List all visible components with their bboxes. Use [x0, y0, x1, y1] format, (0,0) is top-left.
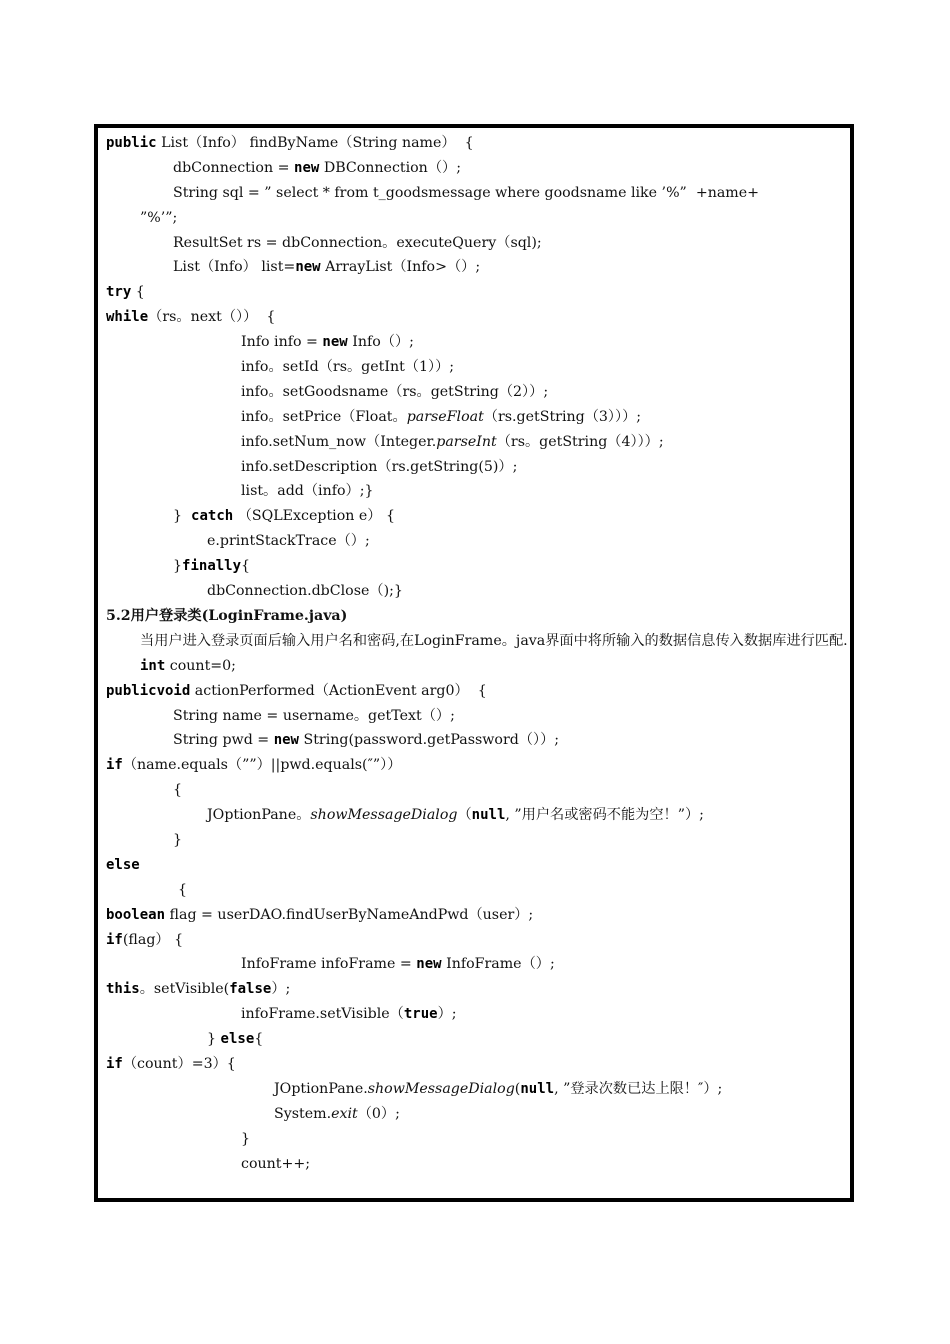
code-text: dbConnection.dbClose（);} [207, 583, 403, 600]
code-line [106, 405, 844, 430]
code-line [106, 1127, 844, 1152]
code-block-action-performed [106, 654, 844, 1177]
code-line [106, 1152, 844, 1177]
code-line [106, 803, 844, 828]
code-keyword: if [106, 931, 123, 948]
code-text: } [173, 508, 192, 525]
code-text: System. [274, 1105, 332, 1122]
code-text: infoFrame.setVisible（ [241, 1006, 404, 1023]
code-text: （count）=3）{ [122, 1055, 236, 1072]
code-keyword: true [403, 1006, 438, 1023]
code-text: InfoFrame（）; [441, 956, 555, 973]
code-line [106, 853, 844, 878]
code-keyword: finally [182, 558, 242, 575]
code-line [106, 255, 844, 280]
code-text: count=0; [165, 657, 236, 674]
code-line [106, 554, 844, 579]
code-line [106, 430, 844, 455]
code-block-find-by-name [106, 131, 844, 604]
code-line [106, 1102, 844, 1127]
code-text: } [207, 1031, 221, 1048]
code-line [106, 1052, 844, 1077]
code-text: DBConnection（）; [319, 159, 461, 176]
code-line [106, 231, 844, 256]
code-keyword: while [106, 309, 149, 326]
code-italic-method: showMessageDialog [310, 807, 458, 824]
code-text: InfoFrame infoFrame = [241, 956, 417, 973]
code-text: count++; [241, 1155, 311, 1172]
code-line [106, 903, 844, 928]
body-paragraph: 当用户进入登录页面后输入用户名和密码,在LoginFrame。java界面中将所输入的数据信息传入数据库进行匹配. [140, 632, 848, 649]
code-text: ）; [271, 981, 291, 998]
code-line [106, 654, 844, 679]
code-line [106, 778, 844, 803]
code-text: list。add（info）;} [241, 483, 374, 500]
code-text: , ”登录次数已达上限！″）; [554, 1080, 723, 1097]
code-keyword: else [220, 1031, 255, 1048]
code-line [106, 479, 844, 504]
code-line [106, 579, 844, 604]
code-keyword: new [416, 956, 442, 973]
code-text: （ [457, 807, 472, 824]
code-text: { [178, 881, 188, 898]
code-text: （name.equals（””）||pwd.equals(″”）） [122, 757, 402, 774]
code-line [106, 753, 844, 778]
code-keyword: public [106, 135, 157, 151]
code-line [106, 131, 844, 156]
code-italic-method: parseInt [436, 433, 497, 450]
code-text: String sql = ” select * from t_goodsmessage where goodsname like ’%” +name+ [173, 184, 760, 201]
code-text: e.printStackTrace（）; [207, 533, 370, 550]
code-line [106, 156, 844, 181]
code-text: （rs.getString（3）））; [483, 408, 642, 425]
code-text: ArrayList（Info>（）; [320, 259, 481, 276]
code-text: List（Info） findByName（String name） { [156, 135, 474, 151]
code-italic-method: parseFloat [406, 408, 484, 425]
code-text: Info info = [241, 334, 323, 351]
code-text: ）; [437, 1006, 457, 1023]
code-keyword: if [106, 757, 123, 774]
code-keyword: false [229, 981, 272, 998]
code-text: dbConnection = [173, 159, 295, 176]
code-text: } [173, 831, 183, 848]
code-line [106, 928, 844, 953]
code-line [106, 330, 844, 355]
code-keyword: null [520, 1080, 555, 1097]
code-line [106, 455, 844, 480]
code-text: info。setGoodsname（rs。getString（2））; [241, 383, 549, 400]
section-heading: 5.2用户登录类(LoginFrame.java) [106, 607, 348, 624]
document-content [106, 131, 848, 1176]
code-line [106, 529, 844, 554]
code-keyword: new [294, 159, 320, 176]
code-line [106, 380, 844, 405]
code-text: 。setVisible( [139, 981, 230, 998]
code-italic-method: exit [331, 1105, 358, 1122]
code-keyword: catch [191, 508, 234, 525]
code-keyword: boolean [106, 906, 166, 923]
code-line [106, 1077, 844, 1102]
code-text: actionPerformed（ActionEvent arg0） { [190, 682, 487, 699]
code-line [106, 280, 844, 305]
code-text: (flag） { [122, 931, 184, 948]
code-line [106, 977, 844, 1002]
code-line [106, 1002, 844, 1027]
code-line [106, 355, 844, 380]
code-text: } [173, 558, 183, 575]
code-text: ”%’”; [140, 209, 178, 226]
code-text: flag = userDAO.findUserByNameAndPwd（user）; [165, 906, 534, 923]
code-text: { [131, 284, 145, 301]
code-text: ResultSet rs = dbConnection。executeQuery（sql); [173, 234, 542, 251]
code-text: info。setId（rs。getInt（1））; [241, 359, 455, 376]
code-line [106, 952, 844, 977]
code-line [106, 305, 844, 330]
code-text: info。setPrice（Float。 [241, 408, 407, 425]
code-keyword: null [471, 807, 506, 824]
code-text: { [254, 1031, 264, 1048]
code-text: JOptionPane。 [207, 807, 311, 824]
code-text: JOptionPane. [274, 1080, 368, 1097]
code-text: { [173, 782, 183, 799]
code-text: List（Info） list= [173, 259, 296, 276]
code-text: , ”用户名或密码不能为空！”）; [505, 807, 704, 824]
code-line [106, 1027, 844, 1052]
code-keyword: try [106, 284, 132, 301]
code-text: String name = username。getText（）; [173, 707, 455, 724]
code-text: String(password.getPassword（））; [298, 732, 560, 749]
code-line [106, 679, 844, 704]
bordered-content-box [94, 124, 854, 1202]
code-italic-method: showMessageDialog [367, 1080, 515, 1097]
code-text: （SQLException e） { [233, 508, 396, 525]
code-line [106, 181, 844, 206]
code-text: info.setDescription（rs.getString(5)）; [241, 458, 518, 475]
code-keyword: int [140, 657, 166, 674]
code-text: ( [514, 1080, 521, 1097]
code-text: Info（）; [347, 334, 414, 351]
code-text: （rs。next（）） { [148, 309, 276, 326]
code-line [106, 828, 844, 853]
code-keyword: new [273, 732, 299, 749]
code-keyword: else [106, 856, 140, 873]
code-line [106, 728, 844, 753]
code-line [106, 206, 844, 231]
code-text: String pwd = [173, 732, 274, 749]
code-line [106, 704, 844, 729]
code-keyword: new [322, 334, 348, 351]
code-text: } [241, 1130, 251, 1147]
code-line [106, 504, 844, 529]
code-text: （0）; [357, 1105, 400, 1122]
code-text: info.setNum_now（Integer. [241, 433, 437, 450]
code-keyword: this [106, 981, 140, 998]
code-keyword: if [106, 1055, 123, 1072]
code-line [106, 878, 844, 903]
code-keyword: new [295, 259, 321, 276]
code-text: { [241, 558, 251, 575]
code-keyword: publicvoid [106, 682, 191, 699]
code-text: （rs。getString（4）））; [496, 433, 664, 450]
